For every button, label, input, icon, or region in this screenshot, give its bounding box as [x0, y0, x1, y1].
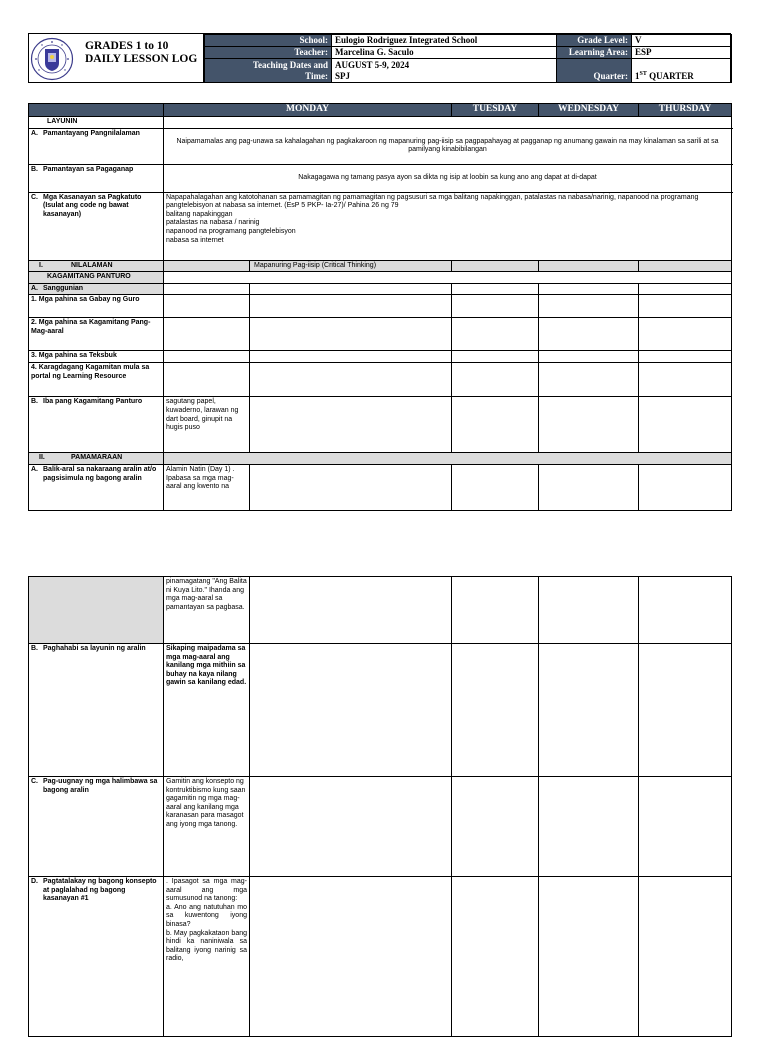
- balik-c2: [250, 464, 452, 510]
- teaching-dates-label-line2: Time:: [305, 70, 328, 81]
- pag-uugnay-label: [31, 778, 161, 795]
- sanggunian-c4: [539, 283, 639, 295]
- iba-c3: [452, 397, 539, 453]
- pagtatalakay-label: [31, 878, 161, 904]
- lesson-table-page-2: [28, 576, 732, 1037]
- paghahabi-row: [29, 644, 732, 777]
- pamamaraan-row: [29, 453, 732, 465]
- pag-uugnay-label-cell: [29, 777, 164, 877]
- quarter-word: QUARTER: [646, 71, 694, 81]
- pag-uugnay-monday: Gamitin ang konsepto ng kontruktibismo kung saan gagamitin ng mga mag-aaral ang kanilang mga karanasan para masagot ang iyong mga tanong.: [164, 777, 250, 877]
- iba-pang-kagamitan-monday: sagutang papel, kuwaderno, larawan ng dart board, ginupit na hugis puso: [164, 397, 250, 453]
- teacher-value: Marcelina G. Saculo: [332, 47, 557, 59]
- kasanayan-text-4: napanood na programang pangtelebisyon: [166, 227, 296, 235]
- dates-value: AUGUST 5-9, 2024: [335, 59, 410, 70]
- layunin-label: LAYUNIN: [29, 117, 164, 129]
- pu-c5: [639, 777, 732, 877]
- paghahabi-label-cell: [29, 644, 164, 777]
- teksbuk-c3: [452, 351, 539, 363]
- ph-c2: [250, 644, 452, 777]
- header-info-grid: [204, 34, 732, 83]
- c-label: [31, 194, 161, 220]
- continuation-monday: pinamagatang "Ang Balita ni Kuya Lito." Ihanda ang mga mag-aaral sa pamantayan sa pagbasa.: [164, 577, 250, 644]
- layunin-empty: [164, 117, 732, 129]
- pagtatalakay-text-3: b. May pagkakataon bang hindi ka naniniwala sa balitang iyong narinig sa radio,: [166, 929, 247, 963]
- kk-c3: [452, 363, 539, 397]
- a-letter: A.: [31, 129, 38, 137]
- gabay-guro-c2: [250, 295, 452, 318]
- pamamaraan-text-label: PAMAMARAAN: [71, 454, 123, 462]
- kasanayan-text-5: nabasa sa internet: [166, 236, 224, 244]
- pagtatalakay-monday: [164, 877, 250, 1037]
- kmg-c4: [539, 318, 639, 351]
- iba-c5: [639, 397, 732, 453]
- iba-c4: [539, 397, 639, 453]
- sanggunian-c1: [164, 283, 250, 295]
- pt-c3: [452, 877, 539, 1037]
- balik-aral-row: [29, 464, 732, 510]
- balik-c5: [639, 464, 732, 510]
- sanggunian-label-cell: [29, 283, 164, 295]
- grade-level-label: Grade Level:: [557, 35, 632, 47]
- cont-c3: [452, 577, 539, 644]
- ph-c3: [452, 644, 539, 777]
- title-line-2: DAILY LESSON LOG: [85, 53, 198, 65]
- kasanayan-label-cell: [29, 192, 164, 260]
- b-letter: B.: [31, 165, 38, 173]
- pt-c5: [639, 877, 732, 1037]
- nilalaman-tuesday: Mapanuring Pag-iisip (Critical Thinking): [250, 260, 452, 272]
- pagtatalakay-row: [29, 877, 732, 1037]
- iba-label: [31, 398, 161, 407]
- kmg-c2: [250, 318, 452, 351]
- pamantayang-pangnilalaman-text: Naipamamalas ang pag-unawa sa kahalagahan ng pagkakaroon ng mapanuring pag-iisip sa pagpapahayag at pagganap ng anumang gawain na may kinalaman sa sarili at sa pamilyang kinabibilangan: [164, 128, 732, 164]
- kasanayan-text-3: patalastas na nabasa / narinig: [166, 219, 260, 227]
- gabay-guro-c3: [452, 295, 539, 318]
- pu-c4: [539, 777, 639, 877]
- deped-seal-icon: [30, 37, 74, 81]
- gabay-guro-c4: [539, 295, 639, 318]
- gabay-guro-c1: [164, 295, 250, 318]
- kmg-c1: [164, 318, 250, 351]
- balik-c3: [452, 464, 539, 510]
- quarter-number: 1: [635, 71, 640, 81]
- teacher-label: Teacher:: [205, 47, 332, 59]
- gabay-guro-label: 1. Mga pahina sa Gabay ng Guro: [29, 295, 164, 318]
- pu-c3: [452, 777, 539, 877]
- paghahabi-label: [31, 645, 161, 654]
- day-monday: MONDAY: [164, 104, 452, 117]
- pamantayan-pagaganap-text: Nakagagawa ng tamang pasya ayon sa dikta ng isip at loobin sa kung ano ang dapat at di-dapat: [164, 164, 732, 192]
- nilalaman-thursday: [539, 260, 639, 272]
- learning-area-label: Learning Area:: [557, 47, 632, 59]
- document-title: [85, 40, 197, 66]
- cont-c2: [250, 577, 452, 644]
- pag-uugnay-row: [29, 777, 732, 877]
- days-header-row: [29, 104, 732, 117]
- sanggunian-letter: A.: [31, 284, 38, 292]
- kagamitan-row: [29, 272, 732, 284]
- pag-uugnay-label-text: Pag-uugnay ng mga halimbawa sa bagong aralin: [43, 778, 158, 794]
- kk-c2: [250, 363, 452, 397]
- sanggunian-label: [31, 285, 161, 294]
- b-label-text: Pamantayan sa Pagaganap: [43, 165, 134, 173]
- kagamitan-label: KAGAMITANG PANTURO: [29, 272, 164, 284]
- pt-c4: [539, 877, 639, 1037]
- school-value: Eulogio Rodriguez Integrated School: [332, 35, 557, 47]
- c-letter: C.: [31, 193, 38, 201]
- time-value: SPJ: [335, 70, 351, 81]
- pamantayang-pangnilalaman-row: [29, 128, 732, 164]
- pagtatalakay-text-2: a. Ano ang natutuhan mo sa kuwentong iyong binasa?: [166, 903, 247, 928]
- iba-pang-kagamitan-row: [29, 397, 732, 453]
- kagamitang-mag-aaral-row: [29, 318, 732, 351]
- kk-c5: [639, 363, 732, 397]
- teksbuk-c4: [539, 351, 639, 363]
- pag-uugnay-letter: C.: [31, 778, 38, 785]
- iba-letter: B.: [31, 398, 38, 406]
- nilalaman-label: [31, 262, 161, 271]
- karagdagang-kagamitan-row: [29, 363, 732, 397]
- pagtatalakay-label-cell: [29, 877, 164, 1037]
- kasanayan-text-1: Napapahalagahan ang katotohanan sa pamamagitan ng pamamagitan ng pagsusuri sa mga balitang napakinggan, patalastas na nabasa/narinig, napanood na programang pangtelebisyon at nabasa sa internet. (EsP 5 PKP- Ia-27)/ Pahina 26 ng 79: [166, 193, 699, 210]
- day-wednesday: WEDNESDAY: [539, 104, 639, 117]
- pamamaraan-num: II.: [39, 454, 45, 462]
- school-label: School:: [205, 35, 332, 47]
- sanggunian-label-text: Sanggunian: [43, 284, 84, 292]
- kmg-c3: [452, 318, 539, 351]
- balik-label: [31, 466, 161, 483]
- pt-c2: [250, 877, 452, 1037]
- quarter-suffix: ST: [639, 71, 647, 77]
- teaching-dates-label-line1: Teaching Dates and: [252, 59, 328, 70]
- continuation-row: [29, 577, 732, 644]
- layunin-row: [29, 117, 732, 129]
- nilalaman-label-cell: [29, 260, 164, 272]
- iba-label-text: Iba pang Kagamitang Panturo: [43, 398, 143, 406]
- nilalaman-num: I.: [39, 261, 43, 269]
- lesson-table-page-1: [28, 103, 732, 511]
- sanggunian-c2: [250, 283, 452, 295]
- iba-c2: [250, 397, 452, 453]
- balik-label-text: Balik-aral sa nakaraang aralin at/o pagsisimula ng bagong aralin: [43, 465, 157, 482]
- paghahabi-monday: Sikaping maipadama sa mga mag-aaral ang kanilang mga mithiin sa buhay na kaya nilang gawin sa kanilang edad.: [164, 644, 250, 777]
- pagtatalakay-label-text: Pagtatalakay ng bagong konsepto at paglalahad ng bagong kasanayan #1: [43, 878, 157, 903]
- pamamaraan-label: [31, 454, 161, 463]
- teksbuk-label: 3. Mga pahina sa Teksbuk: [29, 351, 164, 363]
- sanggunian-c3: [452, 283, 539, 295]
- c-label-text: Mga Kasanayan sa Pagkatuto (Isulat ang code ng bawat kasanayan): [43, 193, 142, 218]
- karagdagang-kagamitan-label: 4. Karagdagang Kagamitan mula sa portal ng Learning Resource: [29, 363, 164, 397]
- pamantayang-pangnilalaman-label-cell: [29, 128, 164, 164]
- teksbuk-c2: [250, 351, 452, 363]
- kasanayan-text-cell: [164, 192, 732, 260]
- balik-letter: A.: [31, 465, 38, 473]
- kk-c1: [164, 363, 250, 397]
- cont-c4: [539, 577, 639, 644]
- teaching-dates-value: [332, 59, 557, 83]
- nilalaman-row: [29, 260, 732, 272]
- teksbuk-c1: [164, 351, 250, 363]
- pamantayan-sa-pagaganap-row: [29, 164, 732, 192]
- kk-c4: [539, 363, 639, 397]
- pamamaraan-label-cell: [29, 453, 164, 465]
- pamamaraan-empty: [164, 453, 732, 465]
- a-label: [31, 130, 161, 139]
- a-label-text: Pamantayang Pangnilalaman: [43, 129, 140, 137]
- iba-pang-kagamitan-label-cell: [29, 397, 164, 453]
- sanggunian-c5: [639, 283, 732, 295]
- gabay-guro-row: [29, 295, 732, 318]
- day-thursday: THURSDAY: [639, 104, 732, 117]
- kasanayan-text-2: balitang napakinggan: [166, 210, 233, 218]
- teksbuk-row: [29, 351, 732, 363]
- teaching-dates-label: [205, 59, 332, 83]
- pu-c2: [250, 777, 452, 877]
- nilalaman-wednesday: [452, 260, 539, 272]
- learning-area-value: ESP: [632, 47, 732, 59]
- kagamitang-mag-aaral-label: 2. Mga pahina sa Kagamitang Pang-Mag-aaral: [29, 318, 164, 351]
- paghahabi-letter: B.: [31, 645, 38, 652]
- continuation-label: [29, 577, 164, 644]
- pamantayan-pagaganap-label-cell: [29, 164, 164, 192]
- balik-c4: [539, 464, 639, 510]
- lesson-log-header: [28, 33, 731, 83]
- balik-aral-label-cell: [29, 464, 164, 510]
- kasanayan-row: [29, 192, 732, 260]
- ph-c5: [639, 644, 732, 777]
- teksbuk-c5: [639, 351, 732, 363]
- b-label: [31, 166, 161, 175]
- kmg-c5: [639, 318, 732, 351]
- ph-c4: [539, 644, 639, 777]
- quarter-label: Quarter:: [557, 59, 632, 83]
- nilalaman-text-label: NILALAMAN: [71, 261, 113, 269]
- days-header-blank: [29, 104, 164, 117]
- nilalaman-monday: [164, 260, 250, 272]
- day-tuesday: TUESDAY: [452, 104, 539, 117]
- gabay-guro-c5: [639, 295, 732, 318]
- title-line-1: GRADES 1 to 10: [85, 40, 169, 52]
- quarter-value: [632, 59, 732, 83]
- paghahabi-label-text: Paghahabi sa layunin ng aralin: [43, 645, 146, 652]
- grade-level-value: V: [632, 35, 732, 47]
- balik-aral-monday: Alamin Natin (Day 1) . Ipabasa sa mga mag-aaral ang kwento na: [164, 464, 250, 510]
- pagtatalakay-letter: D.: [31, 878, 38, 885]
- header-title-block: [29, 34, 204, 82]
- pagtatalakay-text-1: . Ipasagot sa mga mag-aaral ang mga sumusunod na tanong:: [166, 878, 247, 903]
- cont-c5: [639, 577, 732, 644]
- sanggunian-row: [29, 283, 732, 295]
- nilalaman-friday: [639, 260, 732, 272]
- kagamitan-empty: [164, 272, 732, 284]
